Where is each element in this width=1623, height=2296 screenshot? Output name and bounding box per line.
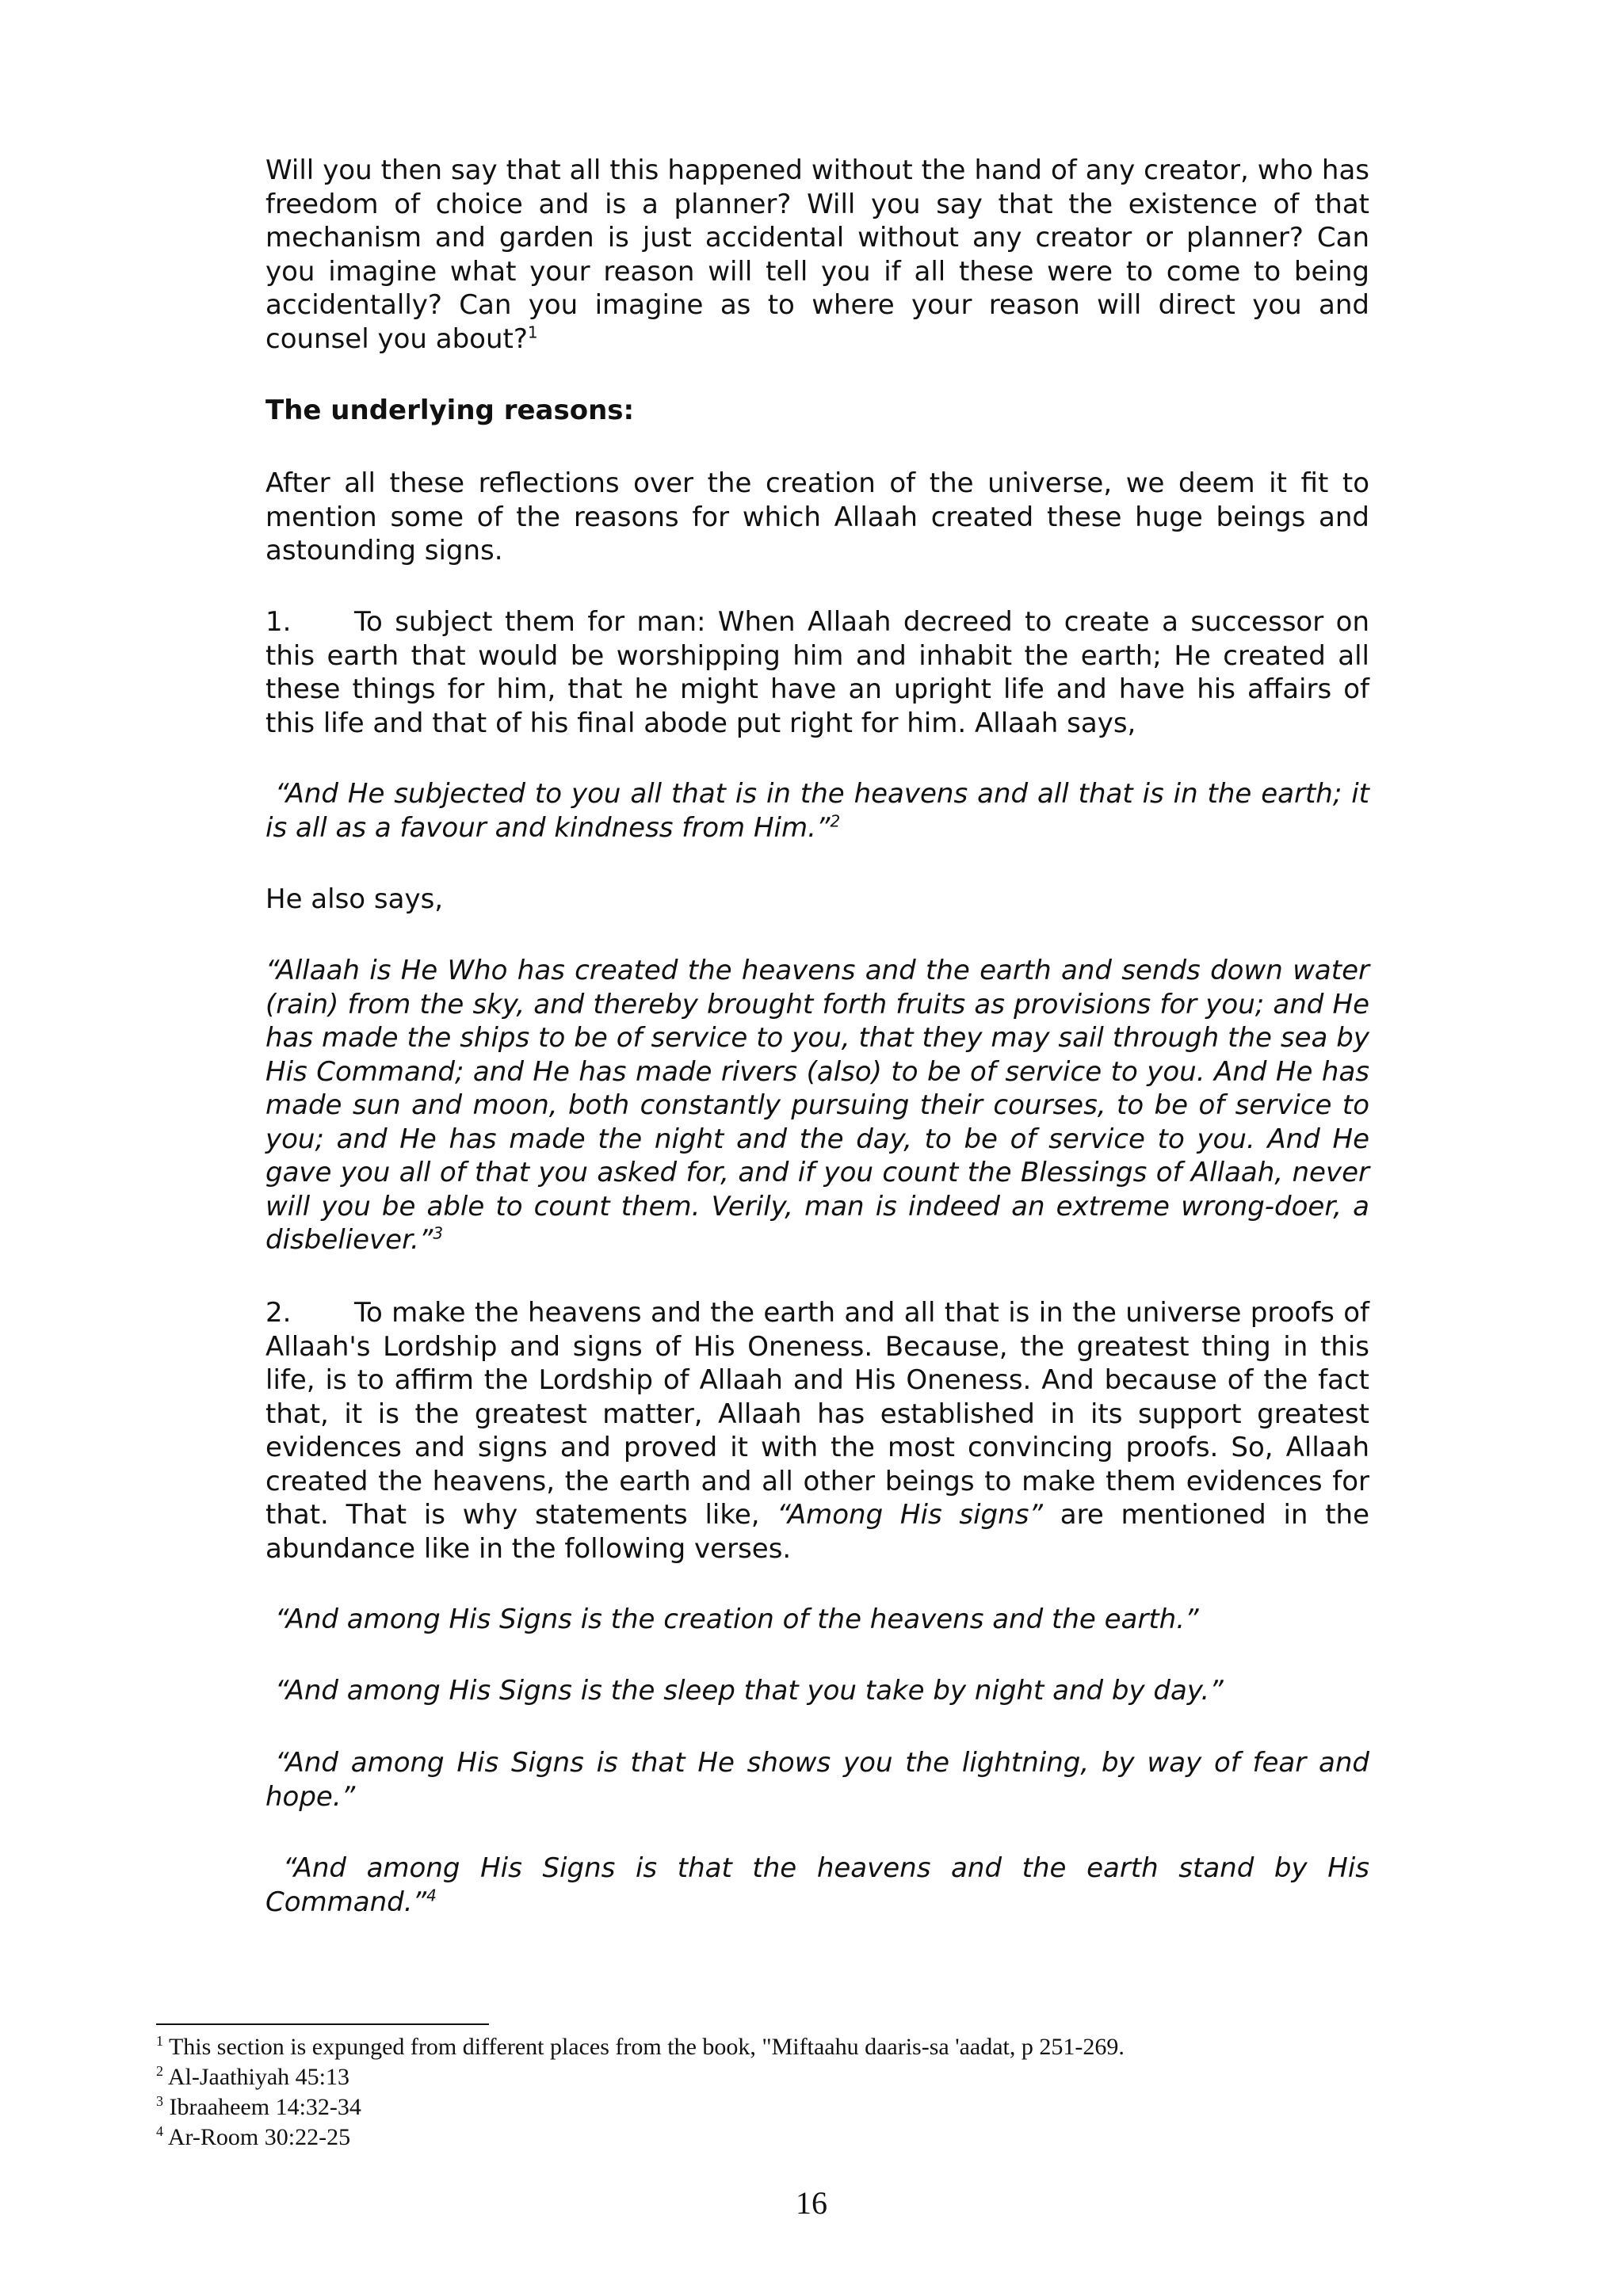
- list-item-1-number: 1.: [265, 606, 292, 638]
- quote-1: “And He subjected to you all that is in the heavens and all that is in the earth; it is all as a favour and kindness from Him.”$^2$: [265, 778, 1369, 844]
- footnote-3: $^3$ Ibraaheem 14:32-34: [156, 2093, 361, 2120]
- verse-1: “And among His Signs is the creation of the heavens and the earth.”: [275, 1604, 1199, 1635]
- footnote-divider: [156, 2023, 489, 2025]
- page-number: 16: [796, 2185, 827, 2221]
- list-item-1: [265, 605, 1369, 740]
- list-item-1-text: To subject them for man: When Allaah decreed to create a successor on this earth that would be worshipping him and inhabit the earth; He created all these things for him, that he might have an upright life and have his affairs of this life and that of his final abode put right for him. Allaah says,: [265, 606, 1369, 739]
- footnote-4: $^4$ Ar-Room 30:22-25: [156, 2123, 351, 2150]
- section-heading: The underlying reasons:: [265, 395, 635, 426]
- he-also-says: He also says,: [265, 883, 444, 915]
- verse-4: “And among His Signs is that the heavens and the earth stand by His Command.”$^4$: [265, 1852, 1369, 1918]
- footnote-ref-4: 4: [426, 1886, 437, 1905]
- quote-2: “Allaah is He Who has created the heavens and the earth and sends down water (rain) from the sky, and thereby brought forth fruits as provisions for you; and He has made the ships to be of service to you, that they may sail through the sea by His Command; and He has made rivers (also) to be of service to you. And He has made sun and moon, both constantly pursuing their courses, to be of service to you; and He has made the night and the day, to be of service to you. And He gave you all of that you asked for, and if you count the Blessings of Allaah, never will you be able to count them. Verily, man is indeed an extreme wrong-doer, a disbeliever.”$^3$: [265, 955, 1369, 1256]
- among-his-signs-phrase: “Among His signs”: [777, 1499, 1044, 1531]
- verse-2: “And among His Signs is the sleep that you take by night and by day.”: [275, 1675, 1224, 1707]
- paragraph-reflections: After all these reflections over the creation of the universe, we deem it fit to mention some of the reasons for which Allaah created these huge beings and astounding signs.: [265, 467, 1369, 566]
- footnote-2: $^2$ Al-Jaathiyah 45:13: [156, 2063, 349, 2090]
- footnote-1: $^1$ This section is expunged from different places from the book, "Miftaahu daaris-sa 'aadat, p 251-269.: [156, 2033, 1125, 2060]
- paragraph-intro: Will you then say that all this happened without the hand of any creator, who has freedom of choice and is a planner? Will you say that the existence of that mechanism and garden is just accidental without any creator or planner? Can you imagine what your reason will tell you if all these were to come to being accidentally? Can you imagine as to where your reason will direct you and counsel you about?$^1$: [265, 154, 1369, 355]
- list-item-2-number: 2.: [265, 1297, 292, 1329]
- footnote-ref-2: 2: [830, 811, 841, 831]
- list-item-2: 2. To make the heavens and the earth and all that is in the universe proofs of Allaah's Lordship and signs of His Oneness. Because, the greatest thing in this life, is to affirm the Lordship of Allaah and His Oneness. And because of the fact that, it is the greatest matter, Allaah has established in its support greatest evidences and signs and proved it with the most convincing proofs. So, Allaah created the heavens, the earth and all other beings to make them evidences for that. That is why statements like, “Among His signs” are mentioned in the abundance like in the following verses.: [265, 1297, 1370, 1565]
- verse-3: “And among His Signs is that He shows you the lightning, by way of fear and hope.”: [265, 1747, 1369, 1813]
- footnote-ref-1: 1: [527, 322, 538, 342]
- footnote-ref-3: 3: [433, 1223, 444, 1243]
